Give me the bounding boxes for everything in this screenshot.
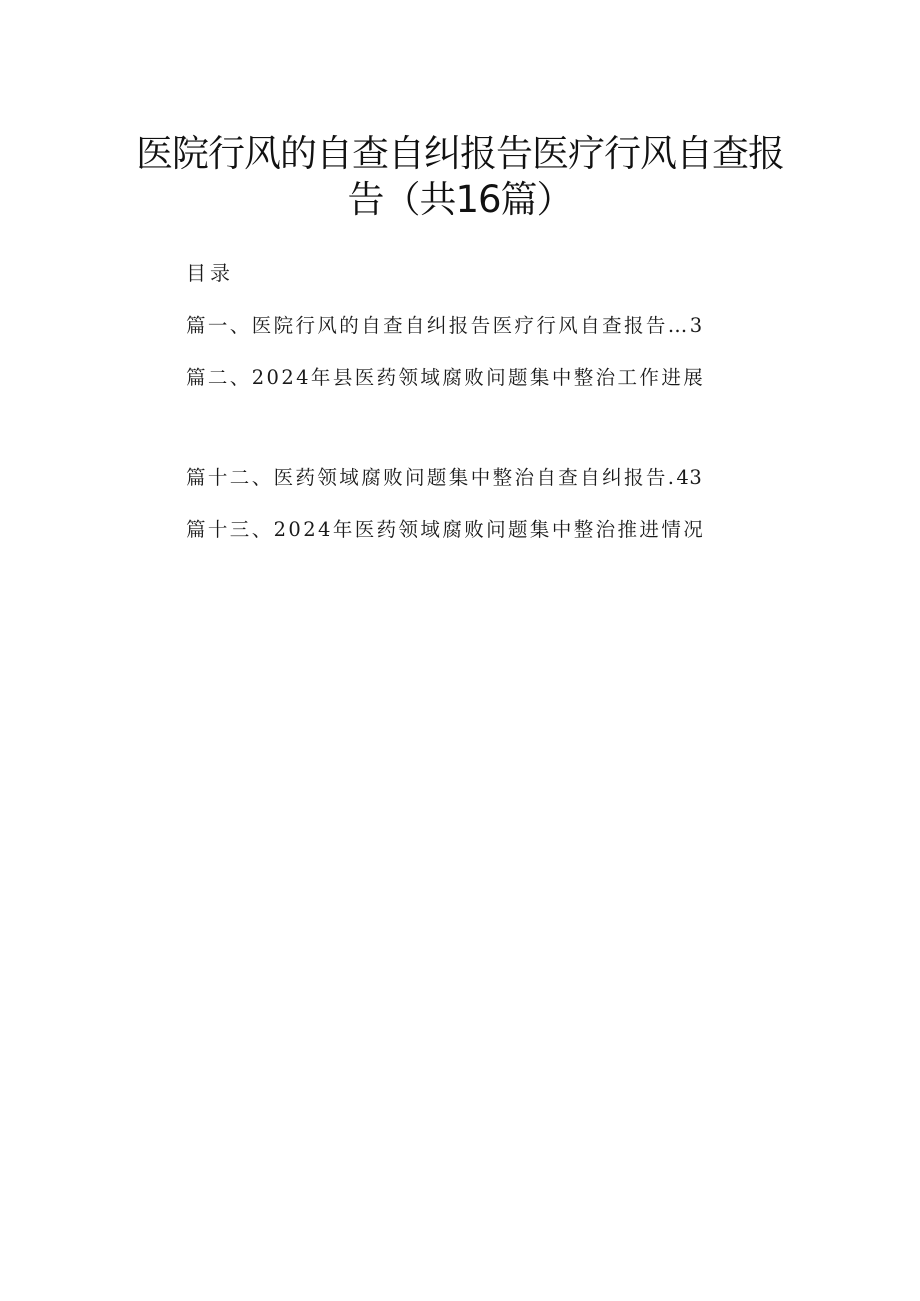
document-title — [0, 131, 920, 223]
toc-item-label: 篇十三、2024年医药领域腐败问题集中整治推进情况 — [186, 518, 706, 541]
toc-item[interactable] — [186, 364, 705, 392]
toc-item-label: 篇二、2024年县医药领域腐败问题集中整治工作进展 — [186, 366, 706, 389]
toc-item-page: 3 — [689, 314, 703, 337]
toc-item-label: 篇一、医院行风的自查自纠报告医疗行风自查报告… — [186, 314, 690, 337]
toc-item[interactable] — [186, 516, 705, 544]
title-line-1: 医院行风的自查自纠报告医疗行风自查报 — [136, 132, 784, 175]
toc-heading: 目录 — [186, 261, 234, 285]
toc-item-page: 43 — [676, 466, 703, 489]
toc-item-label: 篇十二、医药领域腐败问题集中整治自查自纠报告. — [186, 466, 677, 489]
title-line-2: 告（共16篇） — [347, 178, 573, 221]
toc-item[interactable] — [186, 312, 703, 340]
toc-item[interactable] — [186, 464, 702, 492]
